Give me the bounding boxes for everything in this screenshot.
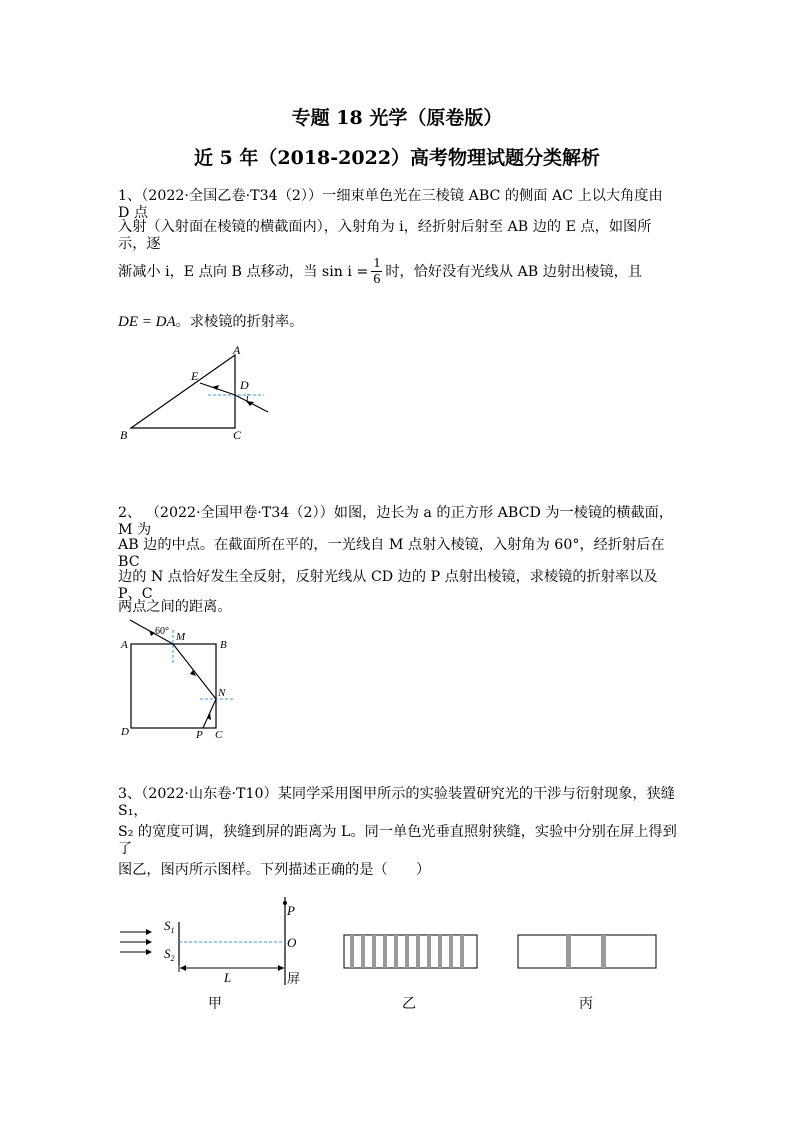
dimension-arrow-left	[180, 965, 186, 971]
q1-line1: 1、（2022·全国乙卷·T34（2））一细束单色光在三棱镜 ABC 的侧面 AC 上以大角度由 D 点	[118, 188, 663, 222]
page-subtitle: 近 5 年（2018-2022）高考物理试题分类解析	[193, 147, 601, 169]
fraction	[371, 256, 382, 288]
q3-line3: 图乙，图丙所示图样。下列描述正确的是（ ）	[118, 862, 431, 878]
fringe	[394, 935, 398, 968]
label-S2: $S_2$	[164, 946, 175, 963]
label-B: B	[120, 428, 128, 442]
q3-line1: 3、（2022·山东卷·T10）某同学采用图甲所示的实验装置研究光的干涉与衍射现象，狭缝 S₁，	[118, 786, 675, 820]
label-S1: $S_1$	[164, 918, 175, 935]
q1-line4	[118, 313, 678, 331]
fringe	[372, 935, 376, 968]
fringe	[438, 935, 442, 968]
fringe	[601, 935, 606, 968]
arrowhead-1	[146, 929, 152, 935]
label-P: P	[196, 729, 203, 741]
label-N: N	[218, 687, 226, 699]
q2-square-figure	[110, 615, 240, 745]
q2-line4: 两点之间的距离。	[118, 599, 232, 615]
label-M: M	[176, 631, 186, 643]
fraction-denominator: 6	[373, 272, 381, 288]
fringe	[449, 935, 453, 968]
label-i: i	[246, 393, 249, 404]
label-D: D	[240, 378, 249, 392]
label-C: C	[215, 729, 223, 741]
label-B: B	[220, 639, 227, 651]
label-P: P	[287, 903, 295, 918]
fringe	[460, 935, 464, 968]
q3-pattern-yi	[340, 930, 480, 975]
dimension-arrow-right	[278, 965, 284, 971]
caption-bing: 丙	[579, 996, 593, 1012]
label-E: E	[191, 369, 199, 383]
q3-line2: S₂ 的宽度可调，狭缝到屏的距离为 L。同一单色光垂直照射狭缝，实验中分别在屏上得到了	[118, 824, 677, 858]
q1-line3-b: 时，恰好没有光线从 AB 边射出棱镜，且	[385, 263, 643, 280]
label-angle: 60°	[155, 626, 169, 637]
q2-line1: 2、 （2022·全国甲卷·T34（2））如图，边长为 a 的正方形 ABCD 为一棱镜的横截面，M 为	[118, 505, 674, 539]
q1-prism-figure	[110, 338, 280, 448]
refracted-ray	[173, 644, 216, 699]
caption-jia: 甲	[208, 996, 222, 1012]
label-C: C	[233, 428, 242, 442]
fringe	[350, 935, 354, 968]
q1-line4-text: 。求棱镜的折射率。	[175, 314, 304, 330]
fringe	[361, 935, 365, 968]
reflected-ray	[203, 699, 216, 728]
label-O: O	[287, 935, 297, 950]
label-screen: 屏	[287, 972, 301, 987]
label-A: A	[121, 639, 128, 651]
fringe	[566, 935, 571, 968]
q2-line3: 边的 N 点恰好发生全反射，反射光线从 CD 边的 P 点射出棱镜，求棱镜的折射率以及 P、C	[118, 569, 658, 603]
q3-apparatus-figure	[115, 895, 315, 995]
label-L: L	[224, 970, 232, 985]
label-A: A	[233, 343, 241, 357]
q3-pattern-bing	[515, 930, 660, 975]
fringe	[383, 935, 387, 968]
fringe	[427, 935, 431, 968]
q2-line2: AB 边的中点。在截面所在平的，一光线自 M 点射入棱镜，入射角为 60°，经折射后在 BC	[118, 537, 665, 571]
refracted-ray	[200, 383, 235, 395]
label-D: D	[121, 726, 129, 738]
arrowhead-2	[146, 939, 152, 945]
q1-equation: DE = DA	[118, 314, 176, 330]
fringe	[416, 935, 420, 968]
q1-line3	[118, 256, 678, 288]
fringe	[405, 935, 409, 968]
pattern-bing-frame	[518, 935, 656, 968]
arrowhead-3	[146, 949, 152, 955]
caption-yi: 乙	[402, 996, 416, 1012]
prism-triangle	[131, 355, 235, 428]
q1-line3-a: 渐减小 i，E 点向 B 点移动，当 sin i =	[118, 263, 369, 280]
fraction-numerator: 1	[373, 256, 381, 271]
q1-line2: 入射（入射面在棱镜的横截面内），入射角为 i，经折射后射至 AB 边的 E 点，如图所示，逐	[118, 219, 652, 253]
page-title: 专题 18 光学（原卷版）	[291, 107, 503, 129]
